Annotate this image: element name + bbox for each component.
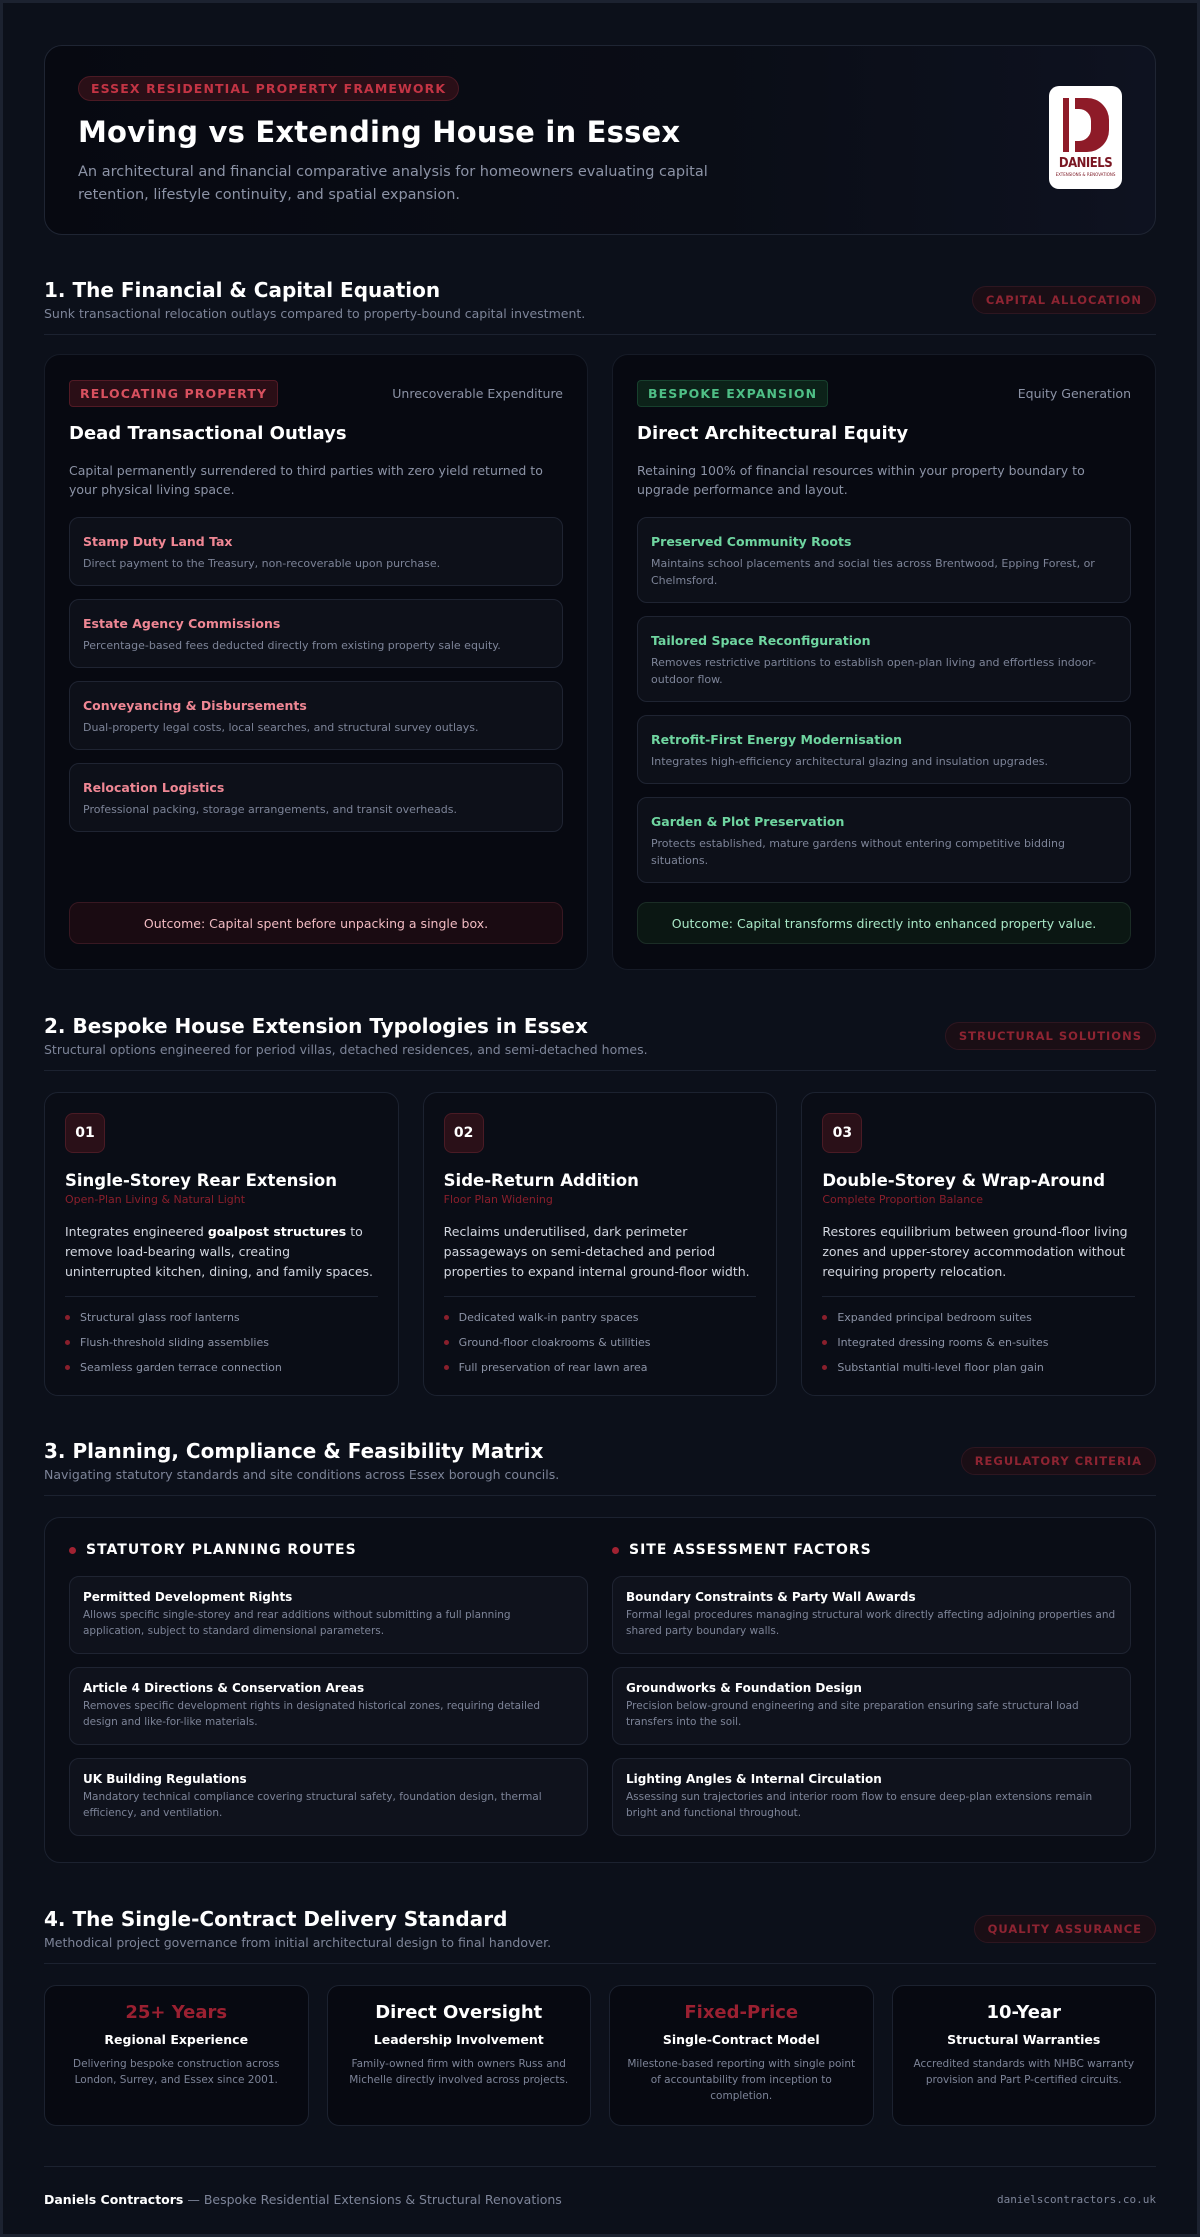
benefit-item-desc: Integrates high-efficiency architectural glazing and insulation upgrades. xyxy=(651,755,1048,768)
benefit-item-title: Retrofit-First Energy Modernisation xyxy=(651,732,902,747)
cost-item-title: Relocation Logistics xyxy=(83,780,225,795)
footer-website-link[interactable]: danielscontractors.co.uk xyxy=(997,2193,1156,2206)
card-title: Double-Storey & Wrap-Around xyxy=(822,1171,1106,1190)
card-kicker: Complete Proportion Balance xyxy=(822,1193,983,1206)
cost-item-desc: Direct payment to the Treasury, non-recoverable upon purchase. xyxy=(83,557,441,570)
card-body: Restores equilibrium between ground-floor living zones and upper-storey accommodation without requiring property relocation. xyxy=(822,1224,1128,1279)
matrix-item-desc: Allows specific single-storey and rear additions without submitting a full planning application, subject to standard dimensional parameters. xyxy=(83,1609,511,1637)
matrix-item-title: UK Building Regulations xyxy=(83,1772,247,1786)
card-number-badge: 02 xyxy=(444,1113,484,1153)
benefit-item-desc: Protects established, mature gardens without entering competitive bidding situations. xyxy=(651,837,1065,867)
cost-item xyxy=(69,681,563,750)
logo-d-mark-icon xyxy=(1063,98,1109,152)
section-title: 4. The Single-Contract Delivery Standard xyxy=(44,1907,508,1931)
card-title: Side-Return Addition xyxy=(443,1171,639,1190)
logo-text: DANIELS xyxy=(1058,156,1113,171)
company-logo xyxy=(1049,86,1122,189)
stat-desc: Family-owned firm with owners Russ and Michelle directly involved across projects. xyxy=(349,2058,569,2086)
feature-bullet: Integrated dressing rooms & en-suites xyxy=(822,1330,1135,1355)
card-body: Reclaims underutilised, dark perimeter passageways on semi-detached and period properties to expand internal ground-floor width. xyxy=(443,1224,750,1279)
matrix-item-title: Groundworks & Foundation Design xyxy=(626,1681,862,1695)
relocating-badge: RELOCATING PROPERTY xyxy=(69,380,278,407)
divider xyxy=(65,1296,378,1297)
card-title: Dead Transactional Outlays xyxy=(69,423,347,444)
matrix-item-desc: Formal legal procedures managing structural work directly affecting adjoining properties and shared party boundary walls. xyxy=(626,1609,1116,1637)
matrix-item xyxy=(69,1758,588,1836)
section-subtitle: Sunk transactional relocation outlays compared to property-bound capital investment. xyxy=(44,306,586,321)
expansion-card xyxy=(612,354,1156,970)
section-title: 1. The Financial & Capital Equation xyxy=(44,278,441,302)
card-body-text: Integrates engineered xyxy=(65,1224,208,1239)
footer-tagline: — Bespoke Residential Extensions & Structural Renovations xyxy=(183,2192,562,2207)
page-title: Moving vs Extending House in Essex xyxy=(78,115,681,149)
relocating-card xyxy=(44,354,588,970)
card-kicker: Floor Plan Widening xyxy=(443,1193,553,1206)
extension-card xyxy=(423,1092,778,1396)
benefit-item xyxy=(637,715,1131,784)
benefit-item-desc: Maintains school placements and social ties across Brentwood, Epping Forest, or Chelmsford. xyxy=(651,557,1095,587)
stat-label: Single-Contract Model xyxy=(662,2032,820,2047)
cost-item-desc: Dual-property legal costs, local searches, and structural survey outlays. xyxy=(83,721,479,734)
cost-item-title: Conveyancing & Disbursements xyxy=(83,698,307,713)
cost-item-desc: Percentage-based fees deducted directly from existing property sale equity. xyxy=(83,639,501,652)
card-description: Retaining 100% of financial resources within your property boundary to upgrade performance and layout. xyxy=(637,463,1085,497)
section-tag: CAPITAL ALLOCATION xyxy=(972,286,1156,314)
cost-item xyxy=(69,599,563,668)
hero-kicker-badge: ESSEX RESIDENTIAL PROPERTY FRAMEWORK xyxy=(78,76,459,101)
section-tag: STRUCTURAL SOLUTIONS xyxy=(945,1022,1156,1050)
section-delivery xyxy=(44,1907,1156,2126)
matrix-item xyxy=(612,1758,1131,1836)
feature-bullet: Expanded principal bedroom suites xyxy=(822,1305,1135,1330)
cost-item xyxy=(69,517,563,586)
outcome-banner: Outcome: Capital spent before unpacking a single box. xyxy=(69,902,563,944)
feature-bullet: Full preservation of rear lawn area xyxy=(444,1355,757,1380)
stat-desc: Accredited standards with NHBC warranty provision and Part P-certified circuits. xyxy=(913,2058,1135,2086)
feature-list xyxy=(822,1305,1135,1380)
section-subtitle: Structural options engineered for period villas, detached residences, and semi-detached homes. xyxy=(44,1042,648,1057)
benefit-item xyxy=(637,797,1131,883)
cost-item-title: Estate Agency Commissions xyxy=(83,616,281,631)
extension-card xyxy=(801,1092,1156,1396)
hero-banner xyxy=(44,45,1156,235)
card-title: Direct Architectural Equity xyxy=(637,423,909,444)
matrix-item-title: Lighting Angles & Internal Circulation xyxy=(626,1772,882,1786)
stat-label: Structural Warranties xyxy=(947,2032,1101,2047)
card-aside-label: Equity Generation xyxy=(1017,386,1131,401)
card-aside-label: Unrecoverable Expenditure xyxy=(392,386,563,401)
planning-routes-column xyxy=(69,1542,588,1838)
column-heading: SITE ASSESSMENT FACTORS xyxy=(612,1542,1131,1558)
cost-item xyxy=(69,763,563,832)
section-title: 2. Bespoke House Extension Typologies in Essex xyxy=(44,1014,588,1038)
card-kicker: Open-Plan Living & Natural Light xyxy=(65,1193,246,1206)
feature-bullet: Substantial multi-level floor plan gain xyxy=(822,1355,1135,1380)
matrix-item-desc: Removes specific development rights in designated historical zones, requiring detailed design and like-for-like materials. xyxy=(83,1700,541,1728)
stat-label: Regional Experience xyxy=(104,2032,249,2047)
matrix-item-desc: Mandatory technical compliance covering structural safety, foundation design, thermal efficiency, and ventilation. xyxy=(83,1791,542,1819)
matrix-item xyxy=(612,1667,1131,1745)
benefit-item-title: Tailored Space Reconfiguration xyxy=(651,633,871,648)
matrix-item-desc: Precision below-ground engineering and site preparation ensuring safe structural load transfers into the soil. xyxy=(626,1700,1079,1728)
expansion-badge: BESPOKE EXPANSION xyxy=(637,380,828,407)
outcome-banner: Outcome: Capital transforms directly into enhanced property value. xyxy=(637,902,1131,944)
cost-item-title: Stamp Duty Land Tax xyxy=(83,534,233,549)
stat-value: 10-Year xyxy=(986,2002,1061,2023)
logo-subtext: EXTENSIONS & RENOVATIONS xyxy=(1055,172,1116,177)
stat-card xyxy=(609,1985,874,2126)
benefit-item-title: Preserved Community Roots xyxy=(651,534,852,549)
section-tag: REGULATORY CRITERIA xyxy=(961,1447,1156,1475)
section-title: 3. Planning, Compliance & Feasibility Matrix xyxy=(44,1439,544,1463)
stat-value: Direct Oversight xyxy=(375,2002,543,2023)
card-number-badge: 03 xyxy=(822,1113,862,1153)
extension-card xyxy=(44,1092,399,1396)
stat-card xyxy=(892,1985,1157,2126)
section-tag: QUALITY ASSURANCE xyxy=(974,1915,1156,1943)
stat-value: Fixed-Price xyxy=(684,2002,799,2023)
matrix-item xyxy=(69,1667,588,1745)
feature-bullet: Structural glass roof lanterns xyxy=(65,1305,378,1330)
stat-desc: Delivering bespoke construction across London, Surrey, and Essex since 2001. xyxy=(73,2058,280,2086)
card-body xyxy=(65,1222,378,1282)
section-financial xyxy=(44,278,1156,970)
matrix-item xyxy=(69,1576,588,1654)
section-header xyxy=(44,1907,1156,1964)
section-planning xyxy=(44,1439,1156,1863)
benefit-item-desc: Removes restrictive partitions to establish open-plan living and effortless indoor-outdoor flow. xyxy=(651,656,1096,686)
stat-label: Leadership Involvement xyxy=(373,2032,544,2047)
matrix-item xyxy=(612,1576,1131,1654)
matrix-item-title: Boundary Constraints & Party Wall Awards xyxy=(626,1590,916,1604)
benefit-item xyxy=(637,517,1131,603)
benefit-item-title: Garden & Plot Preservation xyxy=(651,814,845,829)
matrix-item-title: Article 4 Directions & Conservation Areas xyxy=(83,1681,365,1695)
section-header xyxy=(44,1014,1156,1071)
feature-bullet: Flush-threshold sliding assemblies xyxy=(65,1330,378,1355)
feature-list xyxy=(444,1305,757,1380)
hero-description: An architectural and financial comparative analysis for homeowners evaluating capital retention, lifestyle continuity, and spatial expansion. xyxy=(78,164,708,203)
section-subtitle: Navigating statutory standards and site conditions across Essex borough councils. xyxy=(44,1467,560,1482)
feature-bullet: Seamless garden terrace connection xyxy=(65,1355,378,1380)
feature-list xyxy=(65,1305,378,1380)
benefit-item xyxy=(637,616,1131,702)
divider xyxy=(444,1296,757,1297)
matrix-item-desc: Assessing sun trajectories and interior room flow to ensure deep-plan extensions remain bright and functional throughout. xyxy=(626,1791,1093,1819)
footer-credit xyxy=(44,2192,562,2207)
section-typologies xyxy=(44,1014,1156,1396)
matrix-item-title: Permitted Development Rights xyxy=(83,1590,293,1604)
feature-bullet: Ground-floor cloakrooms & utilities xyxy=(444,1330,757,1355)
stat-desc: Milestone-based reporting with single point of accountability from inception to completion. xyxy=(627,2058,856,2102)
site-assessment-column xyxy=(612,1542,1131,1838)
card-body-text: to remove load-bearing walls, creating uninterrupted kitchen, dining, and family spaces. xyxy=(65,1224,374,1279)
stat-card xyxy=(44,1985,309,2126)
stat-card xyxy=(327,1985,592,2126)
column-heading: STATUTORY PLANNING ROUTES xyxy=(69,1542,588,1558)
section-subtitle: Methodical project governance from initial architectural design to final handover. xyxy=(44,1935,552,1950)
section-header xyxy=(44,1439,1156,1496)
card-number-badge: 01 xyxy=(65,1113,105,1153)
feature-bullet: Dedicated walk-in pantry spaces xyxy=(444,1305,757,1330)
divider xyxy=(822,1296,1135,1297)
stat-value: 25+ Years xyxy=(125,2002,228,2023)
card-title: Single-Storey Rear Extension xyxy=(65,1171,337,1190)
feasibility-matrix xyxy=(44,1517,1156,1863)
section-header xyxy=(44,278,1156,335)
page-footer xyxy=(44,2166,1156,2228)
card-description: Capital permanently surrendered to third parties with zero yield returned to your physical living space. xyxy=(69,463,543,497)
card-body-emphasis: goalpost structures xyxy=(207,1224,347,1239)
footer-brand: Daniels Contractors xyxy=(44,2192,184,2207)
cost-item-desc: Professional packing, storage arrangements, and transit overheads. xyxy=(83,803,457,816)
